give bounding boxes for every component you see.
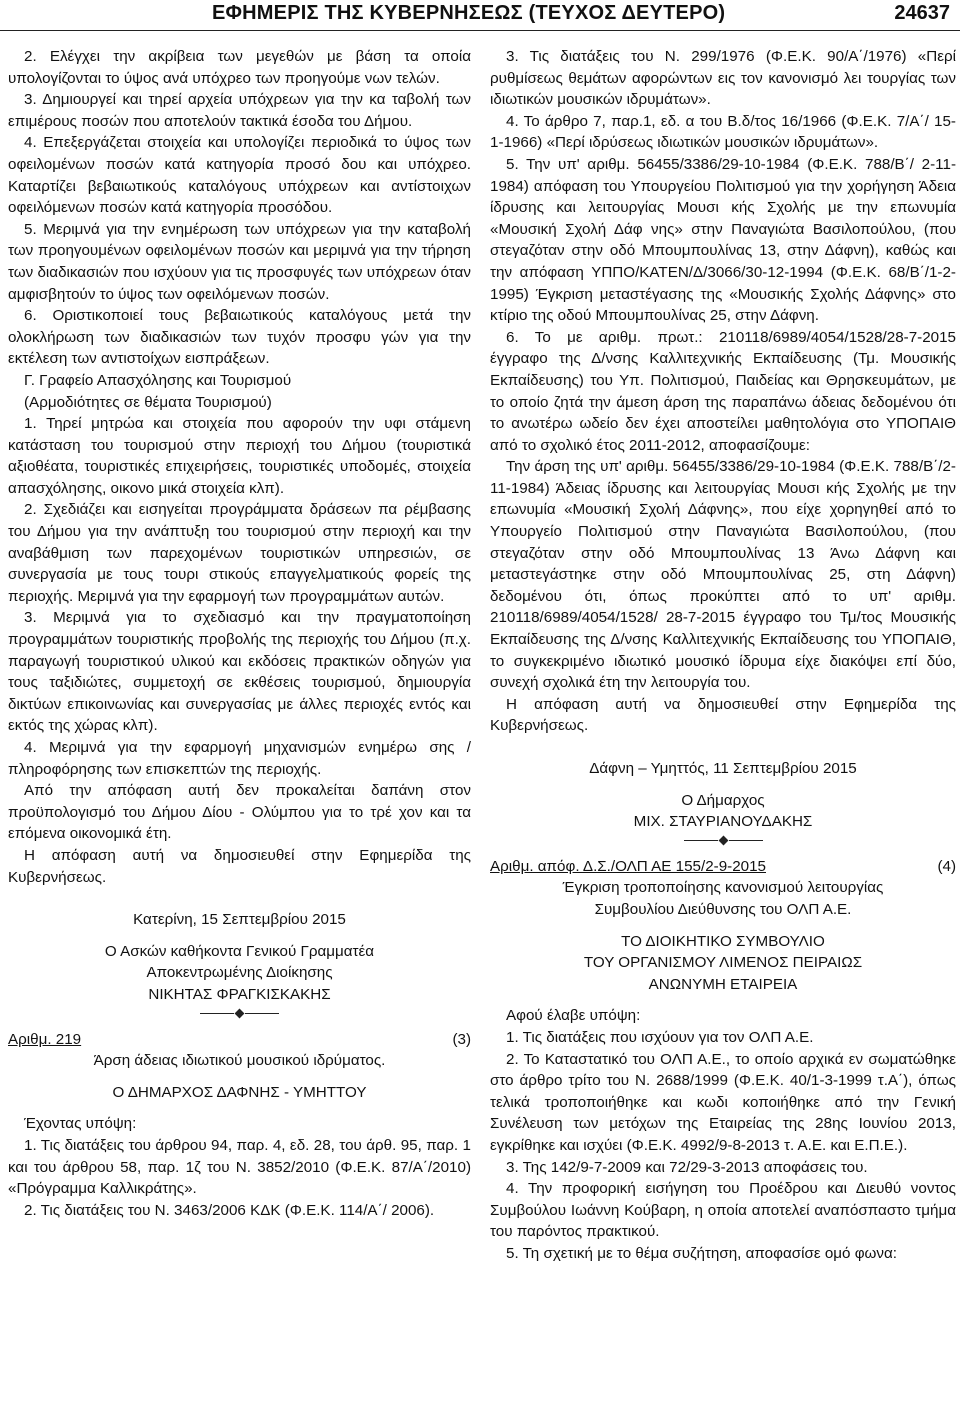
paragraph: 3. Τις διατάξεις του Ν. 299/1976 (Φ.Ε.Κ. 90/Α΄/1976) «Περί ρυθμίσεως θεμάτων αφορώντων εις τον κανονισμό λει τουργίας των ιδιωτικών μουσικών ιδρυμάτων».	[490, 48, 956, 109]
paragraph: 6. Το με αριθμ. πρωτ.: 210118/6989/4054/1528/28-7-2015 έγγραφο της Δ/νσης Καλλιτεχνικής Εκπαίδευσης (Τμ. Μουσικής Εκπαίδευσης) του Υπ. Πολιτισμού, Παιδείας και Θρησκευμάτων, με το οποίο ζητά την άμεση άρση της παραπάνω άδειας δεδομένου ότι το ανωτέρω ωδείο δεν έχει αποστείλει μαθητολόγια στο ΥΠΟΠΑΙΘ από το σχολικό έτος 2011-2012, αποφασίζουμε:	[490, 328, 956, 454]
diamond-icon	[718, 835, 728, 845]
paragraph: Την άρση της υπ' αριθμ. 56455/3386/29-10-1984 (Φ.Ε.Κ. 788/Β΄/2-11-1984) Άδειας ίδρυσης και λειτουργίας Μουσι κής Σχολής με την επωνυμία «Μουσική Σχολή Δάφνης», που είχε χορηγηθεί από το Υπουργείο Πολιτισμού στην Παναγιώτα Βασιλοπούλου, (που στεγαζόταν στην οδό Μπουμπουλίνας 13 Άνω Δάφνη και μεταστεγάστηκε στην οδό Μπουμπουλίνας 25, στη Δάφνη) δεδομένου ότι, όπως προκύπτει από το υπ' αριθμ. 210118/6989/4054/1528/ 28-7-2015 έγγραφο του Τμ/τος Μουσικής Εκπαίδευσης της Δ/νσης Καλλιτεχνικής Εκπαίδευσης του ΥΠΟΠΑΙΘ, το συγκεκριμένο ιδιωτικό μουσικό ίδρυμα είχε διακόψει επί δύο, συνεχή σχολικά έτη την λειτουργία του.	[490, 458, 956, 692]
paragraph: 1. Τις διατάξεις του άρθρου 94, παρ. 4, εδ. 28, του άρθ. 95, παρ. 1 και του άρθρου 58, παρ. 1ζ του Ν. 3852/2010 (Φ.Ε.Κ. 87/Α΄/2010) «Πρόγραμμα Καλλικράτης».	[8, 1136, 471, 1198]
signatory-role: Ο Δήμαρχος	[681, 791, 765, 809]
paragraph: 5. Τη σχετική με το θέμα συζήτηση, αποφασίσε ομό φωνα:	[506, 1244, 897, 1262]
page-header	[0, 0, 960, 40]
section-heading: Γ. Γραφείο Απασχόλησης και Τουρισμού	[24, 371, 292, 389]
decision-number: Αριθμ. 219	[8, 1030, 82, 1048]
paragraph: 2. Ελέγχει την ακρίβεια των μεγεθών με βάση τα οποία υπολογίζονται το ύψος ανά υπόχρεο των προηγούμε νων τελών.	[8, 48, 471, 87]
decision-subject: Συμβουλίου Διεύθυνσης του ΟΛΠ Α.Ε.	[594, 900, 852, 918]
paragraph: 6. Οριστικοποιεί τους βεβαιωτικούς καταλόγους μετά την ολοκλήρωση των διαδικασιών των τυχόν προσφυ γών για την εκτέλεση των αντιστοίχων εισπράξεων.	[8, 307, 471, 368]
signatory-role: Αποκεντρωμένης Διοίκησης	[146, 964, 333, 982]
decision-number: Αριθμ. απόφ. Δ.Σ./ΟΛΠ ΑΕ 155/2-9-2015	[490, 857, 766, 875]
paragraph: 2. Σχεδιάζει και εισηγείται προγράμματα δράσεων πα ρέμβασης του Δήμου για την ανάπτυξη του τουρισμού στην περιοχή και την αναβάθμιση των παρεχομένων τουριστικών υπηρεσιών, σε συνεργασία με τους τουρι στικούς επαγγελματικούς φορείς της περιοχής. Μεριμνά για την εφαρμογή των προγραμμάτων αυτών.	[8, 501, 471, 605]
page-number: 24637	[894, 2, 950, 24]
place-date: Κατερίνη, 15 Σεπτεμβρίου 2015	[133, 911, 346, 929]
decision-index: (3)	[452, 1030, 471, 1048]
paragraph: 4. Το άρθρο 7, παρ.1, εδ. α του Β.δ/τος 16/1966 (Φ.Ε.Κ. 7/Α΄/ 15-1-1966) «Περί ιδρύσεως ιδιωτικών μουσικών ιδρυμάτων».	[490, 112, 956, 152]
having-regard: Έχοντας υπόψη:	[24, 1115, 137, 1133]
signatory-name: ΝΙΚΗΤΑΣ ΦΡΑΓΚΙΣΚΑΚΗΣ	[148, 985, 331, 1003]
decision-subject: Άρση άδειας ιδιωτικού μουσικού ιδρύματος.	[93, 1052, 386, 1070]
paragraph: 2. Το Καταστατικό του ΟΛΠ Α.Ε., το οποίο αρχικά εν σωματώθηκε στο άρθρο τρίτο του Ν. 2688/1999 (Φ.Ε.Κ. 40/1-3-1999 τ.Α΄), όπως τελικά τροποποιήθηκε και κωδι κοποιήθηκε από την Γενική Συνέλευση των μετόχων της Εταιρείας της 28ης Ιουνίου 2013, εγκρίθηκε και ισχύει (Φ.Ε.Κ. 4992/9-8-2013 τ. Α.Ε. και Ε.Π.Ε.).	[490, 1050, 956, 1154]
paragraph: 3. Μεριμνά για το σχεδιασμό και την πραγματοποίηση προγραμμάτων τουριστικής προβολής της περιοχής του Δήμου (π.χ. παραγωγή τουριστικού υλικού και εκδόσεις πρακτικών οδηγών για τους ταξιδιώτες, συμμετοχή σε εκθέσεις τουρισμού, δημιουργία δικτύων επικοινωνίας και συνεργασίας με άλλες περιοχές εντός και εκτός της χώρας κλπ).	[8, 609, 471, 735]
decision-authority: ΤΟ ΔΙΟΙΚΗΤΙΚΟ ΣΥΜΒΟΥΛΙΟ	[621, 932, 825, 950]
paragraph: 1. Τις διατάξεις που ισχύουν για τον ΟΛΠ Α.Ε.	[506, 1028, 814, 1046]
paragraph: 4. Την προφορική εισήγηση του Προέδρου και Διευθύ νοντος Συμβούλου Ιωάννη Κούβαρη, η οποία αποτελεί αναπόσπαστο τμήμα του παρόντος πρακτικού.	[490, 1180, 956, 1241]
having-regard: Αφού έλαβε υπόψη:	[506, 1007, 641, 1025]
paragraph: 4. Μεριμνά για την εφαρμογή μηχανισμών ενημέρω σης / πληροφόρησης των επισκεπτών της περιοχής.	[8, 739, 471, 778]
paragraph: 1. Τηρεί μητρώα και στοιχεία που αφορούν την υφι στάμενη κατάσταση του τουρισμού στην περιοχή του Δήμου (τουριστικά αξιοθέατα, τουριστικές επιχειρήσεις, τουριστικές υποδομές, στοιχεία απασχόλησης, οικονο μικά στοιχεία κλπ).	[8, 415, 471, 497]
paragraph: Από την απόφαση αυτή δεν προκαλείται δαπάνη στον προϋπολογισμό του Δήμου Δίου - Ολύμπου για το τρέ χον και τα επόμενα οικονομικά έτη.	[8, 782, 471, 843]
right-column	[490, 46, 956, 1264]
signatory-name: ΜΙΧ. ΣΤΑΥΡΙΑΝΟΥΔΑΚΗΣ	[633, 813, 813, 831]
paragraph: 5. Μεριμνά για την ενημέρωση των υπόχρεων για την καταβολή των προηγουμένων οφειλομένων ποσών και μεριμνά για την τήρηση των διαδικασιών που ισχύουν για τις προσφυγές των υπόχρεων όταν αμφισβητούν το ύψος των οφειλόμενων ποσών.	[8, 220, 471, 303]
header-rule	[0, 30, 960, 31]
gazette-title: ΕΦΗΜΕΡΙΣ ΤΗΣ ΚΥΒΕΡΝΗΣΕΩΣ (ΤΕΥΧΟΣ ΔΕΥΤΕΡΟ)	[212, 2, 726, 24]
decision-subject: Έγκριση τροποποίησης κανονισμού λειτουργίας	[562, 879, 884, 897]
paragraph: 2. Τις διατάξεις του Ν. 3463/2006 ΚΔΚ (Φ.Ε.Κ. 114/Α΄/ 2006).	[24, 1201, 435, 1219]
decision-number-row	[490, 856, 956, 878]
section-divider	[8, 1010, 471, 1017]
paragraph: Η απόφαση αυτή να δημοσιευθεί στην Εφημερίδα της Κυβερνήσεως.	[8, 846, 471, 886]
place-date: Δάφνη – Υμηττός, 11 Σεπτεμβρίου 2015	[589, 760, 857, 777]
section-divider	[490, 837, 956, 844]
decision-number-row	[8, 1029, 471, 1051]
decision-authority: ΑΝΩΝΥΜΗ ΕΤΑΙΡΕΙΑ	[648, 975, 798, 993]
paragraph: Η απόφαση αυτή να δημοσιευθεί στην Εφημερίδα της Κυβερνήσεως.	[490, 695, 956, 735]
signatory-role: Ο Ασκών καθήκοντα Γενικού Γραμματέα	[104, 942, 375, 960]
paragraph: 5. Την υπ' αριθμ. 56455/3386/29-10-1984 (Φ.Ε.Κ. 788/Β΄/ 2-11-1984) απόφαση του Υπουργείου Πολιτισμού για την χορήγηση Άδεια ίδρυσης και λειτουργίας Μουσι κής Σχολής με την επωνυμία «Μουσική Σχολή Δάφ νης» στην Παναγιώτα Βασιλοπούλου, (που στεγαζόταν στην οδό Μπουμπουλίνας 13, στην Δάφνη), καθώς και την απόφαση ΥΠΠΟ/ΚΑΤΕΝ/Δ/3066/30-12-1994 (Φ.Ε.Κ. 68/Β΄/1-2-1995) Έγκριση μεταστέγασης της «Μουσικής Σχολής Δάφνης» στο κτίριο της οδού Μπουμπουλίνας 25, στην Δάφνη.	[490, 155, 956, 325]
left-column	[8, 46, 471, 1221]
decision-index: (4)	[937, 857, 956, 875]
paragraph: 4. Επεξεργάζεται στοιχεία και υπολογίζει περιοδικά το ύψος των οφειλομένων ποσών κατά κατηγορία προσό δου και υπόχρεο. Καταρτίζει βεβαιωτικούς καταλόγους υπόχρεων και αντίστοιχων οφειλόμενων ποσών κατά κατηγορία προσόδου.	[8, 134, 471, 217]
paragraph: 3. Της 142/9-7-2009 και 72/29-3-2013 αποφάσεις του.	[506, 1158, 868, 1176]
decision-authority: ΤΟΥ ΟΡΓΑΝΙΣΜΟΥ ΛΙΜΕΝΟΣ ΠΕΙΡΑΙΩΣ	[583, 954, 863, 972]
paragraph: 3. Δημιουργεί και τηρεί αρχεία υπόχρεων για την κα ταβολή των επιμέρους ποσών που αποτελούν τακτικά έσοδα του Δήμου.	[8, 91, 471, 130]
section-subheading: (Αρμοδιότητες σε θέματα Τουρισμού)	[24, 393, 272, 411]
decision-authority: Ο ΔΗΜΑΡΧΟΣ ΔΑΦΝΗΣ - ΥΜΗΤΤΟΥ	[112, 1083, 367, 1101]
diamond-icon	[235, 1008, 245, 1018]
